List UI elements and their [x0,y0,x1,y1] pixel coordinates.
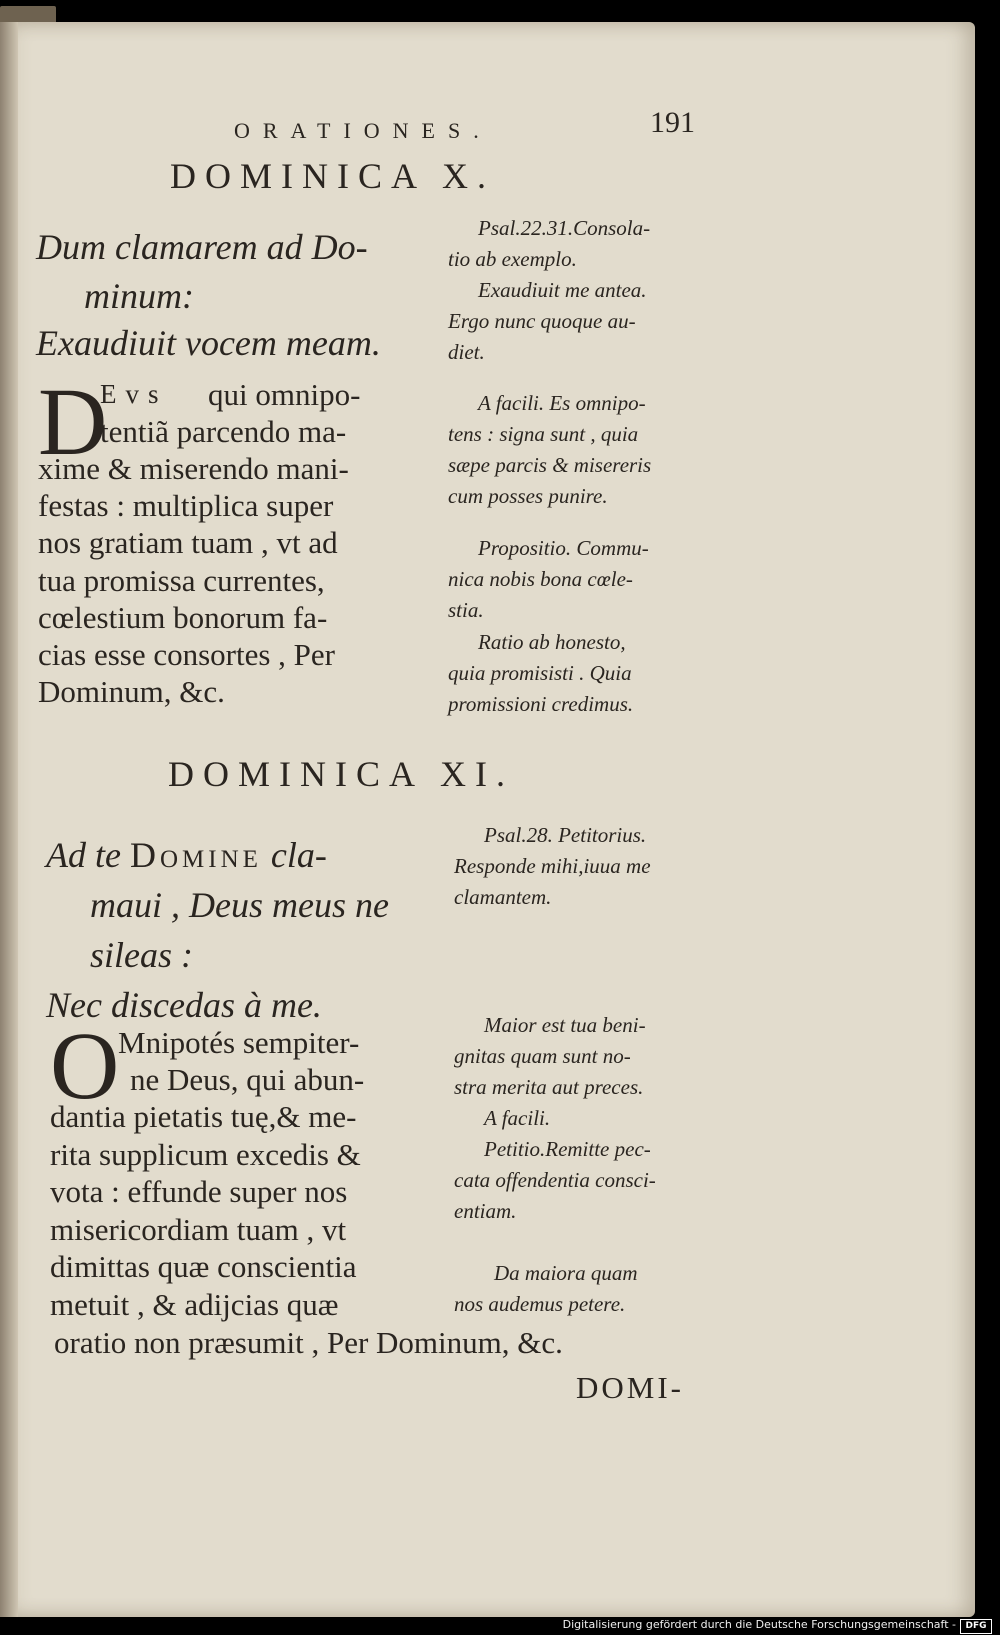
prayer-first-word: Evs [100,379,168,409]
note-line: Exaudiuit me antea. [478,278,647,302]
section-title-dominica-xi: DOMINICA XI. [168,754,514,794]
verse-line: Exaudiuit vocem meam. [36,323,381,363]
note-line: A facili. [484,1106,551,1130]
note-line: stra merita aut preces. [454,1075,644,1099]
verse-line: maui , Deus meus ne [90,885,389,925]
prayer-line: dimittas quæ conscientia [50,1249,357,1284]
prayer-line: Mnipotés sempiter- [118,1025,360,1060]
note-line: Responde mihi,iuua me [454,854,651,878]
note-line: quia promisisti . Quia [448,661,632,685]
note-line: A facili. Es omnipo- [478,391,646,415]
note-line: Ergo nunc quoque au- [448,309,636,333]
note-line: Psal.28. Petitorius. [484,823,647,847]
note-line: gnitas quam sunt no- [454,1044,631,1068]
prayer-line: misericordiam tuam , vt [50,1212,347,1247]
note-line: tens : signa sunt , quia [448,422,639,446]
dropcap: O [50,1012,120,1119]
digitization-footer [0,1617,1000,1635]
section-title-dominica-x: DOMINICA X. [170,156,496,196]
note-line: clamantem. [454,885,552,909]
page-gutter [0,22,18,1617]
page-number: 191 [650,106,695,139]
note-line: Ratio ab honesto, [478,630,626,654]
prayer-line: xime & miserendo mani- [38,451,349,486]
prayer-line: cias esse consortes , Per [38,637,335,672]
prayer-line: nos gratiam tuam , vt ad [38,525,338,560]
note-line: nos audemus petere. [454,1292,626,1316]
footer-credit: Digitalisierung gefördert durch die Deutsche Forschungsgemeinschaft - [562,1618,956,1631]
note-line: cata offendentia consci- [454,1168,656,1192]
note-line: Petitio.Remitte pec- [484,1137,651,1161]
prayer-line: vota : effunde super nos [50,1174,348,1209]
catchword: DOMI- [576,1370,684,1405]
prayer-line: tentiã parcendo ma- [100,414,347,449]
verse-line: Dum clamarem ad Do- [36,227,368,267]
prayer-line: oratio non præsumit , Per Dominum, &c. [54,1325,563,1360]
prayer-line: ne Deus, qui abun- [130,1062,365,1097]
note-line: sæpe parcis & misereris [448,453,652,477]
verse-line: sileas : [90,935,193,975]
note-line: promissioni credimus. [448,692,634,716]
prayer-line: tua promissa currentes, [38,563,325,598]
verse-line: minum: [84,276,194,316]
note-line: tio ab exemplo. [448,247,577,271]
verse-line: Ad te Domine cla- [46,835,327,875]
dropcap: D [38,368,108,475]
verse-line: Nec discedas à me. [46,985,322,1025]
prayer-line: festas : multiplica super [38,488,334,523]
dfg-logo: DFG [960,1619,992,1634]
note-line: Maior est tua beni- [484,1013,646,1037]
note-line: cum posses punire. [448,484,608,508]
note-line: nica nobis bona cœle- [448,567,633,591]
note-line: entiam. [454,1199,517,1223]
prayer-line: Dominum, &c. [38,674,225,709]
prayer-line: metuit , & adijcias quæ [50,1287,339,1322]
prayer-line: qui omnipo- [208,377,361,412]
note-line: diet. [448,340,485,364]
prayer-line: rita supplicum excedis & [50,1137,361,1172]
note-line: Psal.22.31.Consola- [478,216,651,240]
note-line: Da maiora quam [494,1261,638,1285]
running-title: ORATIONES. [234,118,492,143]
note-line: stia. [448,598,484,622]
prayer-line: cœlestium bonorum fa- [38,600,328,635]
note-line: Propositio. Commu- [478,536,649,560]
prayer-line: dantia pietatis tuę,& me- [50,1099,357,1134]
